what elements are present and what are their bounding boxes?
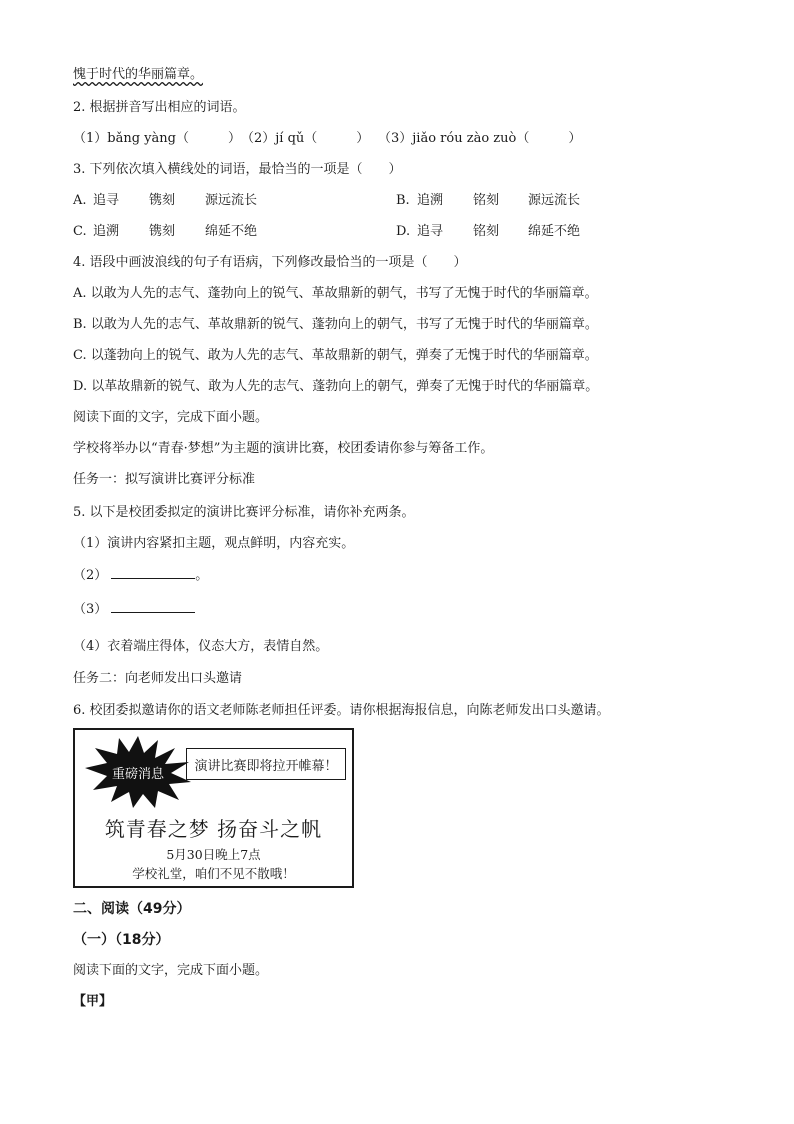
- q5-criterion-2-blank[interactable]: [111, 566, 195, 579]
- q3-option-c-word2: 镌刻: [149, 224, 176, 239]
- q3-option-a-letter: A.: [73, 193, 87, 208]
- q3-option-b-letter: B.: [396, 193, 410, 208]
- q2-stem: 2. 根据拼音写出相应的词语。: [73, 100, 246, 115]
- q2-items: [73, 130, 773, 148]
- q3-option-c-word1: 追溯: [93, 224, 120, 239]
- reading-intro: 阅读下面的文字，完成下面小题。: [73, 410, 269, 425]
- q3-stem: 3. 下列依次填入横线处的词语，最恰当的一项是（ ）: [73, 162, 402, 177]
- q4-option-b: B. 以敢为人先的志气、革故鼎新的锐气、蓬勃向上的朝气，书写了无愧于时代的华丽篇章。: [73, 317, 598, 332]
- q6-stem: 6. 校团委拟邀请你的语文老师陈老师担任评委。请你根据海报信息，向陈老师发出口头邀请。: [73, 703, 610, 718]
- poster-burst-label: 重磅消息: [111, 766, 164, 782]
- q3-option-b-word3: 源远流长: [528, 193, 581, 208]
- context-paragraph: 学校将举办以“青春·梦想”为主题的演讲比赛，校团委请你参与筹备工作。: [73, 441, 494, 456]
- q3-option-d-word3: 绵延不绝: [528, 224, 581, 239]
- passage-jia-label: 【甲】: [73, 994, 113, 1009]
- q2-item-2: （2）jí qǔ（ ）: [241, 131, 370, 146]
- q3-option-b-word2: 铭刻: [473, 193, 500, 208]
- poster-time: 5月30日晚上7点: [166, 847, 261, 862]
- q5-criterion-2-prefix: （2）: [73, 568, 108, 583]
- q5-criterion-3-blank[interactable]: [111, 600, 195, 613]
- speech-contest-poster: [73, 728, 354, 888]
- q3-option-d-word1: 追寻: [417, 224, 444, 239]
- section-two-title: 二、阅读（49分）: [73, 901, 191, 917]
- q3-options-row-1: [73, 192, 773, 210]
- section-two-part-one: （一）（18分）: [73, 932, 170, 948]
- q3-options-row-2: [73, 223, 773, 241]
- poster-slogan: 筑青春之梦 扬奋斗之帆: [104, 817, 323, 841]
- q4-option-c: C. 以蓬勃向上的锐气、敢为人先的志气、革故鼎新的朝气，弹奏了无愧于时代的华丽篇章。: [73, 348, 598, 363]
- poster-banner: 演讲比赛即将拉开帷幕！: [186, 748, 346, 780]
- q2-item-3: （3）jiǎo róu zào zuò（ ）: [378, 131, 582, 146]
- q5-criterion-3-prefix: （3）: [73, 602, 108, 617]
- q5-stem: 5. 以下是校团委拟定的演讲比赛评分标准，请你补充两条。: [73, 505, 415, 520]
- task-one-heading: 任务一：拟写演讲比赛评分标准: [73, 472, 256, 487]
- continuation-line: 愧于时代的华丽篇章。: [73, 67, 204, 82]
- q3-option-a-word3: 源远流长: [205, 193, 258, 208]
- task-two-heading: 任务二：向老师发出口头邀请: [73, 671, 243, 686]
- section-two-intro: 阅读下面的文字，完成下面小题。: [73, 963, 269, 978]
- q3-option-c-letter: C.: [73, 224, 87, 239]
- q4-option-a: A. 以敢为人先的志气、蓬勃向上的锐气、革故鼎新的朝气，书写了无愧于时代的华丽篇章。: [73, 286, 598, 301]
- q3-option-a-word1: 追寻: [93, 193, 120, 208]
- q5-criterion-2: [73, 566, 208, 585]
- q3-option-d-letter: D.: [396, 224, 411, 239]
- q4-stem: 4. 语段中画波浪线的句子有语病，下列修改最恰当的一项是（ ）: [73, 255, 467, 270]
- poster-place: 学校礼堂，咱们不见不散哦！: [132, 866, 295, 881]
- q3-option-d-word2: 铭刻: [473, 224, 500, 239]
- q5-criterion-1: （1）演讲内容紧扣主题，观点鲜明，内容充实。: [73, 536, 355, 551]
- q2-item-1: （1）bǎng yàng（ ）: [73, 131, 241, 146]
- q4-option-d: D. 以革故鼎新的锐气、敢为人先的志气、蓬勃向上的朝气，弹奏了无愧于时代的华丽篇章。: [73, 379, 599, 394]
- q5-criterion-3: [73, 600, 195, 619]
- q3-option-a-word2: 镌刻: [149, 193, 176, 208]
- q3-option-b-word1: 追溯: [417, 193, 444, 208]
- q5-criterion-4: （4）衣着端庄得体，仪态大方，表情自然。: [73, 639, 329, 654]
- q5-criterion-2-suffix: 。: [195, 568, 209, 583]
- q3-option-c-word3: 绵延不绝: [205, 224, 258, 239]
